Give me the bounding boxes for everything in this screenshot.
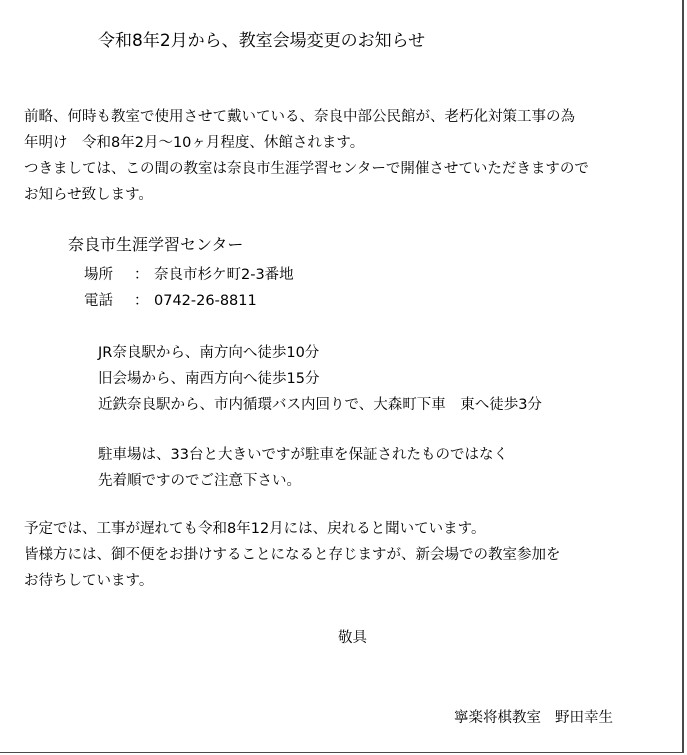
intro-line: つきましては、この間の教室は奈良市生涯学習センターで開催させていただきますので — [24, 161, 589, 177]
intro-line: 前略、何時も教室で使用させて戴いている、奈良中部公民館が、老朽化対策工事の為 — [24, 109, 575, 125]
venue-name: 奈良市生涯学習センター — [68, 235, 244, 254]
access-directions — [98, 340, 542, 418]
closing-word: 敬具 — [338, 630, 367, 646]
intro-paragraph — [24, 104, 589, 208]
intro-line: お知らせ致します。 — [24, 187, 153, 203]
parking-line: 先着順ですのでご注意下さい。 — [98, 473, 301, 489]
signature-org: 寧楽将棋教室 — [454, 710, 541, 726]
intro-line: 年明け 令和8年2月～10ヶ月程度、休館されます。 — [24, 135, 365, 151]
access-line: 近鉄奈良駅から、市内循環バス内回りで、大森町下車 東へ徒歩3分 — [98, 397, 542, 413]
signature — [454, 705, 613, 731]
venue-tel-row — [84, 290, 257, 312]
parking-line: 駐車場は、33台と大きいですが駐車を保証されたものではなく — [98, 447, 508, 463]
signature-name: 野田幸生 — [555, 710, 613, 726]
parking-note — [98, 442, 508, 494]
access-line: JR奈良駅から、南方向へ徒歩10分 — [98, 345, 320, 361]
venue-tel-label: 電話 — [84, 293, 113, 309]
venue-tel-value: 0742-26-8811 — [154, 293, 257, 309]
venue-place-row — [84, 264, 294, 286]
notice-title: 令和8年2月から、教室会場変更のお知らせ — [98, 31, 426, 51]
venue-place-label: 場所 — [84, 267, 113, 283]
venue-place-value: 奈良市杉ケ町2-3番地 — [154, 267, 294, 283]
closing-line: お待ちしています。 — [24, 573, 154, 589]
venue-tel-separator: ： — [134, 293, 149, 309]
access-line: 旧会場から、南西方向へ徒歩15分 — [98, 371, 320, 387]
closing-paragraph — [24, 516, 561, 594]
closing-line: 予定では、工事が遅れても令和8年12月には、戻れると聞いています。 — [24, 521, 486, 537]
venue-place-separator: ： — [134, 267, 149, 283]
closing-line: 皆様方には、御不便をお掛けすることになると存じますが、新会場での教室参加を — [24, 547, 561, 563]
